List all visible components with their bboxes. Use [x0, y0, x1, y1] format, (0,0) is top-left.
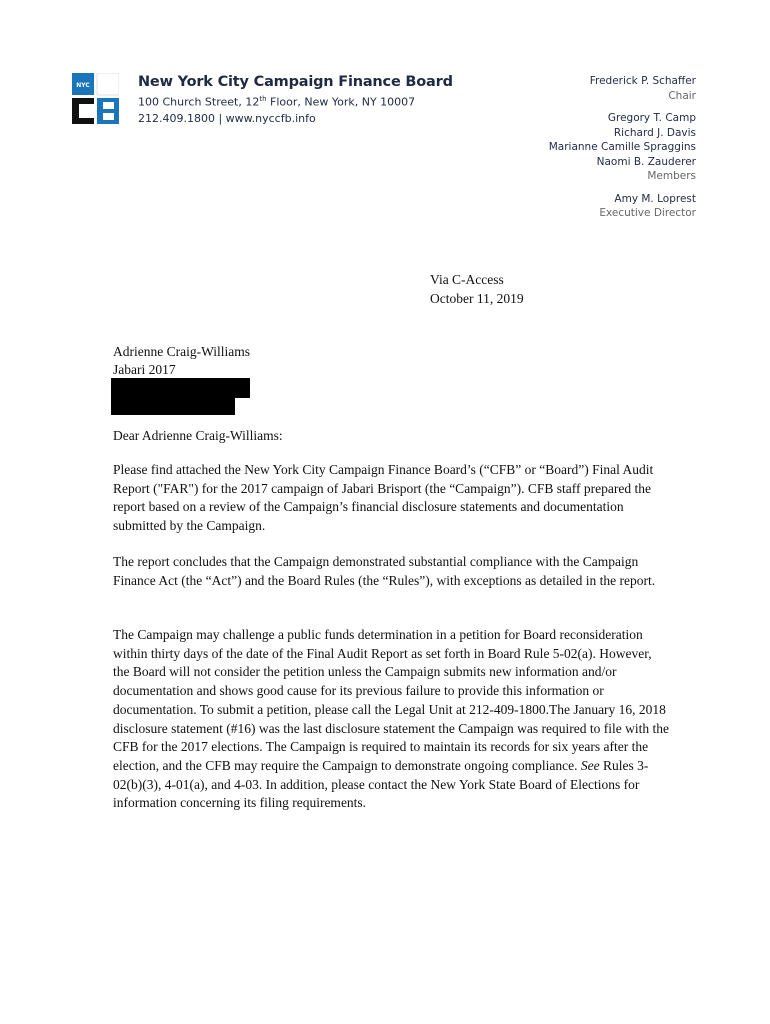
logo-nyc-text: NYC	[76, 82, 90, 89]
letterhead	[138, 74, 453, 125]
director-title: Executive Director	[599, 207, 696, 219]
member-name: Marianne Camille Spraggins	[548, 141, 696, 153]
recipient-campaign: Jabari 2017	[113, 362, 176, 377]
recipient-block	[113, 343, 250, 379]
redaction-bar	[111, 378, 250, 398]
member-name: Richard J. Davis	[613, 126, 696, 139]
recipient-name: Adrienne Craig-Williams	[113, 344, 251, 359]
members-title: Members	[647, 170, 696, 182]
body-paragraph: Please find attached the New York City Campaign Finance Board’s (“CFB” or “Board”) Final Audit Report ("FAR") for the 2017 campaign of Jabari Brisport (the “Campaign”). CFB staff prepared the report based on a review of the Campaign’s financial disclosure statements and documentation submitted by the Campaign.	[113, 462, 654, 534]
org-address: 100 Church Street, 12th Floor, New York, NY 10007	[138, 95, 416, 109]
salutation: Dear Adrienne Craig-Williams:	[113, 428, 283, 443]
delivery-method: Via C-Access	[430, 272, 504, 287]
member-name: Gregory T. Camp	[607, 112, 696, 124]
letter-date: October 11, 2019	[430, 291, 524, 306]
board-roster	[549, 74, 696, 221]
chair-title: Chair	[668, 89, 696, 102]
director-name: Amy M. Loprest	[614, 192, 696, 205]
member-name: Naomi B. Zauderer	[596, 155, 696, 168]
redaction-bar	[111, 397, 235, 415]
body-paragraph: The Campaign may challenge a public funds determination in a petition for Board reconsideration within thirty days of the date of the Final Audit Report as set forth in Board Rule 5-02(a). However, the Board will not consider the petition unless the Campaign submits new information and/or documentation and shows good cause for its previous failure to provide this information or documentation. To submit a petition, please call the Legal Unit at 212-409-1800.The January 16, 2018 disclosure statement (#16) was the last disclosure statement the Campaign was required to file with the CFB for the 2017 elections. The Campaign is required to maintain its records for six years after the election, and the CFB may require the Campaign to demonstrate ongoing compliance. See Rules 3-02(b)(3), 4-01(a), and 4-03. In addition, please contact the New York State Board of Elections for information concerning its filing requirements.	[113, 627, 669, 811]
delivery-block	[430, 270, 524, 308]
chair-name: Frederick P. Schaffer	[589, 75, 696, 87]
cfb-logo	[72, 73, 119, 124]
body-paragraph: The report concludes that the Campaign demonstrated substantial compliance with the Campaign Finance Act (the “Act”) and the Board Rules (the “Rules”), with exceptions as detailed in the report.	[113, 554, 656, 588]
org-name: New York City Campaign Finance Board	[138, 74, 453, 90]
org-contact: 212.409.1800 | www.nyccfb.info	[138, 111, 316, 125]
